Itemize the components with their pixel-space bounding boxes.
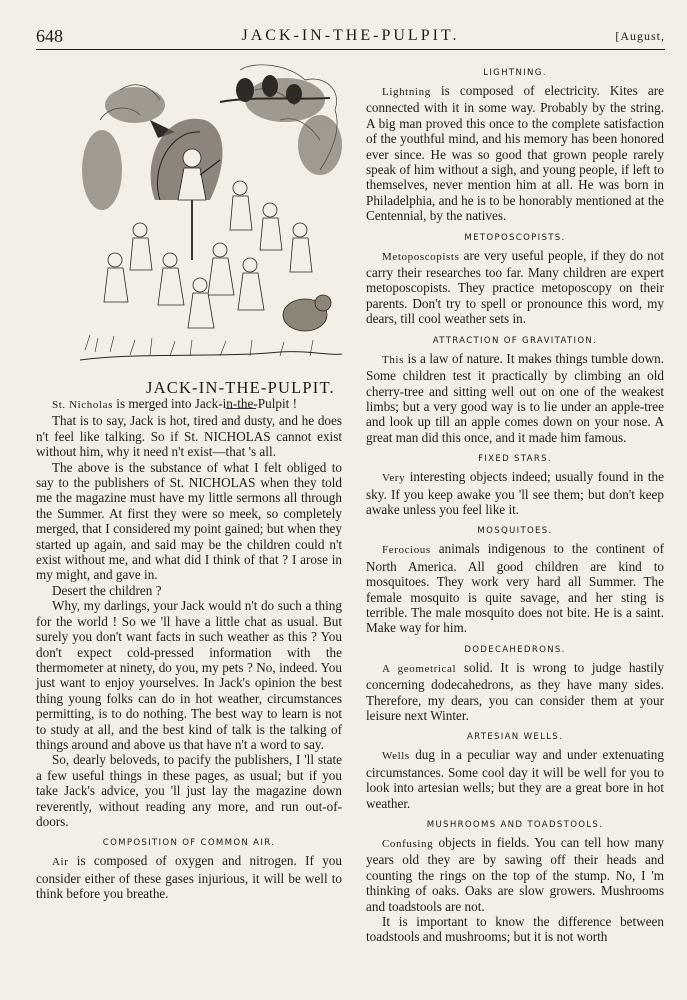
paragraph: Why, my darlings, your Jack would n't do such a thing for the world ! So we 'll have a little chat as usual. But surely you don't want facts in such weather as this ? You don't expect cold-pressed information with the thermometer at ninety, do you, my pets ? No, indeed. You just want to enjoy yourselves. In Jack's opinion the best thing young folks can do in hot weather, circumstances permitting, is to do nothing. The best way to learn is not to study at all, and the best kind of talk is the talking of things around and above us that have n't a word to say.	[36, 598, 342, 752]
section-heading: FIXED STARS.	[478, 454, 552, 465]
section-heading: METOPOSCOPISTS.	[464, 232, 566, 243]
running-title: JACK-IN-THE-PULPIT.	[241, 27, 460, 44]
closing-paragraph: It is important to know the difference between toadstools and mushrooms; but it is not worth	[366, 914, 664, 945]
section-paragraph: Very interesting objects indeed; usually found in the sky. If you keep awake you 'll see them; but don't keep awake unless you feel like it.	[366, 469, 664, 517]
section-paragraph: A geometrical solid. It is wrong to judge hastily concerning dodecahedrons, as they have many sides. Therefore, my dears, you can consider them at your leisure next Winter.	[366, 659, 664, 723]
header-rule	[36, 49, 665, 50]
running-month: [August,	[615, 29, 665, 43]
section-paragraph: Wells dug in a peculiar way and under extenuating circumstances. Some cool day it will be well for you to look into artesian wells; but they are a great bore in hot weather.	[366, 747, 664, 811]
illustration-block	[36, 60, 342, 396]
page-number: 648	[36, 26, 63, 46]
section-paragraph: This is a law of nature. It makes things tumble down. Some children test it practically by climbing an old cherry-tree and sitting well out on one of the weakest limbs; but a very good way is to lie under an apple-tree and look up till an apple comes down on your nose. A great man did this once, and it made him famous.	[366, 350, 664, 445]
section-heading: ATTRACTION OF GRAVITATION.	[432, 335, 598, 346]
section-paragraph: Air is composed of oxygen and nitrogen. If you consider either of these gases injurious, it will be well to think before you breathe.	[36, 853, 342, 902]
section-heading: LIGHTNING.	[483, 68, 547, 78]
section-paragraph: Confusing objects in fields. You can tell how many years old they are by sawing off their heads and counting the rings on the top of the stump. No, I 'm thinking of oaks. Oaks are slow growers. Mushrooms and toadstools are not.	[366, 835, 664, 914]
section-heading: ARTESIAN WELLS.	[466, 732, 564, 743]
paragraph: That is to say, Jack is hot, tired and dusty, and he does n't feel like talking. So if St. NICHOLAS cannot exist without him, why it need n't exist—that 's all.	[36, 413, 342, 460]
jack-in-the-pulpit-engraving-icon	[80, 60, 342, 370]
section-paragraph: Lightning is composed of electricity. Kites are connected with it in some way. Probably by the string. A big man proved this once to the complete satisfaction of the youthful mind, and his memory has been honored ever since. He was so good that grown people rarely speak of him without a sigh, and young people, if left to themselves, never mention him at all. He was born in Philadelphia, and he is to be honorably mentioned at the Centennial, by the natives.	[366, 83, 664, 224]
paragraph: Desert the children ?	[52, 582, 162, 598]
section-heading: COMPOSITION OF COMMON AIR.	[102, 838, 276, 849]
illustration-title: JACK-IN-THE-PULPIT.	[146, 378, 335, 397]
section-heading: MUSHROOMS AND TOADSTOOLS.	[426, 820, 604, 831]
paragraph: So, dearly beloveds, to pacify the publishers, I 'll state a few useful things in these pages, as usual; but if you take Jack's advice, you 'll just lay the magazine down reverently, without reading any more, and run out-of-doors.	[36, 752, 342, 829]
paragraph: St. Nicholas is merged into Jack-in-the-Pulpit !	[52, 396, 297, 411]
left-column	[36, 60, 342, 902]
section-paragraph: Ferocious animals indigenous to the continent of North America. All good children are kind to mosquitoes. They work very hard all Summer. The female mosquito is quite savage, and her sting is terrible. The male mosquito does not bite. He is a saint. Make way for him.	[366, 541, 664, 636]
right-column	[366, 60, 664, 945]
section-heading: MOSQUITOES.	[477, 526, 553, 537]
section-paragraph: Metoposcopists are very useful people, if they do not carry their researches too far. Many children are expert metoposcopists. They practice metoposcopy on their parents. Don't try to spell or pronounce this word, my dears, till cool weather sets in.	[366, 247, 664, 327]
title-rule	[226, 408, 256, 409]
left-body	[36, 396, 342, 902]
section-heading: DODECAHEDRONS.	[464, 644, 566, 655]
paragraph: The above is the substance of what I felt obliged to say to the publishers of St. NICHOLAS when they told me the magazine must have my little sermons all through the Summer. At first they were so meek, so completely merged, that I considered my point gained; but when they started up again, and said may be the children could n't exist without me, and what did I think of that ? I arose in my might, and gave in.	[36, 459, 342, 583]
